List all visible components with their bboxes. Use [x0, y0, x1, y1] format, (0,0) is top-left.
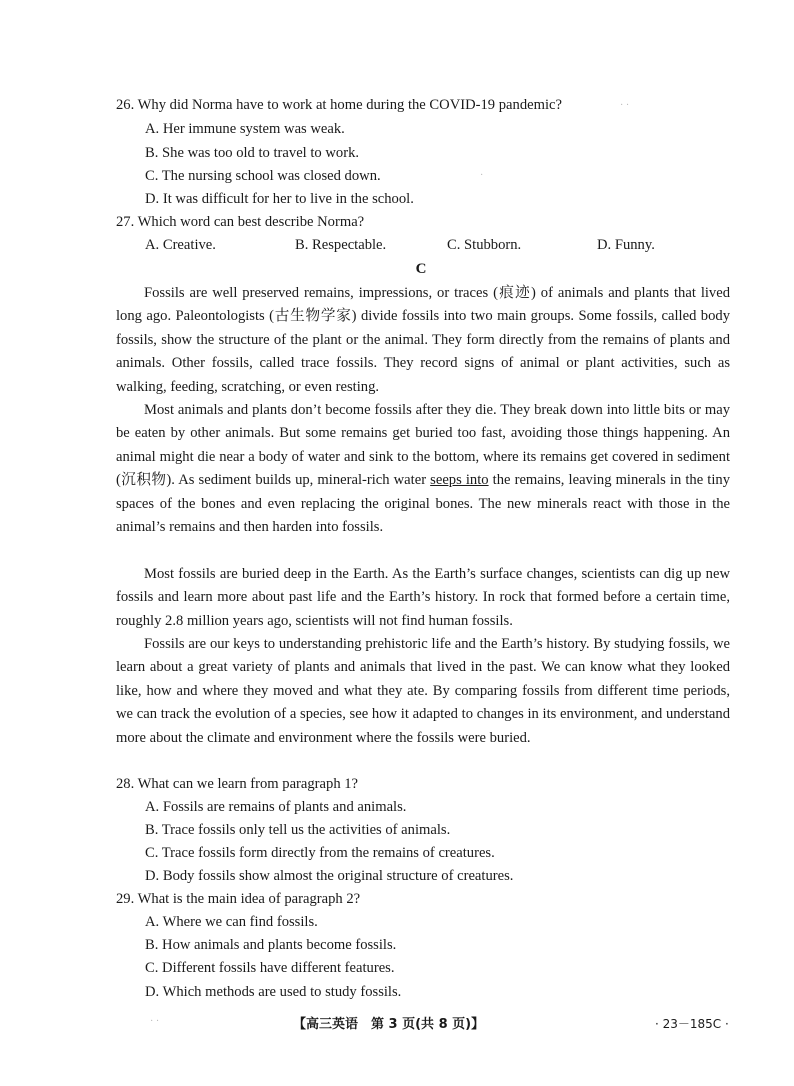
underlined-phrase: seeps into — [430, 472, 489, 489]
scan-speck: · · — [620, 100, 630, 111]
passage-paragraph-3: Most fossils are buried deep in the Earth. As the Earth’s surface changes, scientists can dig up new fossils and learn more about past life and the Earth’s history. In rock that formed before a certain time, roughly 2.8 million years ago, scientists will not find human fossils. — [116, 566, 730, 629]
question-26-option-a: A. Her immune system was weak. — [145, 121, 345, 137]
question-27-stem: 27. Which word can best describe Norma? — [116, 214, 365, 230]
page-footer-label: 【高三英语 第 3 页(共 8 页)】 — [293, 1017, 485, 1032]
scan-speck: · · — [150, 1016, 160, 1027]
question-28-option-c: C. Trace fossils form directly from the remains of creatures. — [145, 845, 495, 861]
section-heading: C — [415, 261, 427, 277]
question-26-option-c: C. The nursing school was closed down. — [145, 168, 381, 184]
question-28-option-d: D. Body fossils show almost the original structure of creatures. — [145, 868, 514, 884]
question-29-option-c: C. Different fossils have different features. — [145, 960, 395, 976]
scan-speck: · — [480, 170, 484, 181]
question-26-option-d: D. It was difficult for her to live in the school. — [145, 191, 414, 207]
question-26-stem: 26. Why did Norma have to work at home during the COVID-19 pandemic? — [116, 97, 562, 113]
question-27-option-d: D. Funny. — [597, 237, 655, 253]
question-29-stem: 29. What is the main idea of paragraph 2? — [116, 891, 361, 907]
passage-paragraph-2 — [116, 399, 730, 539]
question-27-option-b: B. Respectable. — [295, 237, 387, 253]
passage-paragraph-2-part-1: Most animals and plants don’t become fossils after they die. They break down into little bits or may be eaten by other animals. But some remains get buried too fast, avoiding those things happening. An animal might die near a body of water and sink to the bottom, where its remains get covered in sediment (沉积物). As sediment builds up, mineral-rich water — [116, 402, 730, 489]
passage-paragraph-4: Fossils are our keys to understanding prehistoric life and the Earth’s history. By studying fossils, we learn about a great variety of plants and animals that lived in the past. We can know what they looked like, how and where they moved and what they ate. By comparing fossils from different time periods, we can track the evolution of a species, see how it adapted to changes in its environment, and understand more about the climate and environment where the fossils were buried. — [116, 636, 730, 746]
question-27-option-c: C. Stubborn. — [447, 237, 522, 253]
question-29-option-a: A. Where we can find fossils. — [145, 914, 318, 930]
question-27-option-a: A. Creative. — [145, 237, 216, 253]
page-code: · 23－185C · — [655, 1017, 729, 1031]
question-29-option-d: D. Which methods are used to study fossils. — [145, 984, 402, 1000]
question-28-stem: 28. What can we learn from paragraph 1? — [116, 776, 359, 792]
question-29-option-b: B. How animals and plants become fossils. — [145, 937, 397, 953]
question-27-options — [145, 237, 705, 257]
passage-paragraph-2-part-2: the remains, leaving minerals in the tiny spaces of the bones and even replacing the original bones. The new minerals react with those in the animal’s remains and then harden into fossils. — [116, 472, 731, 536]
question-28-option-a: A. Fossils are remains of plants and animals. — [145, 799, 407, 815]
question-26-option-b: B. She was too old to travel to work. — [145, 145, 360, 161]
passage-paragraph-1: Fossils are well preserved remains, impressions, or traces (痕迹) of animals and plants that lived long ago. Paleontologists (古生物学家) divide fossils into two main groups. Some fossils, called body fossils, show the structure of the plant or the animal. They form directly from the remains of plants and animals. Other fossils, called trace fossils. They record signs of animal or plant activities, such as walking, feeding, scratching, or even resting. — [116, 285, 730, 395]
question-28-option-b: B. Trace fossils only tell us the activities of animals. — [145, 822, 451, 838]
